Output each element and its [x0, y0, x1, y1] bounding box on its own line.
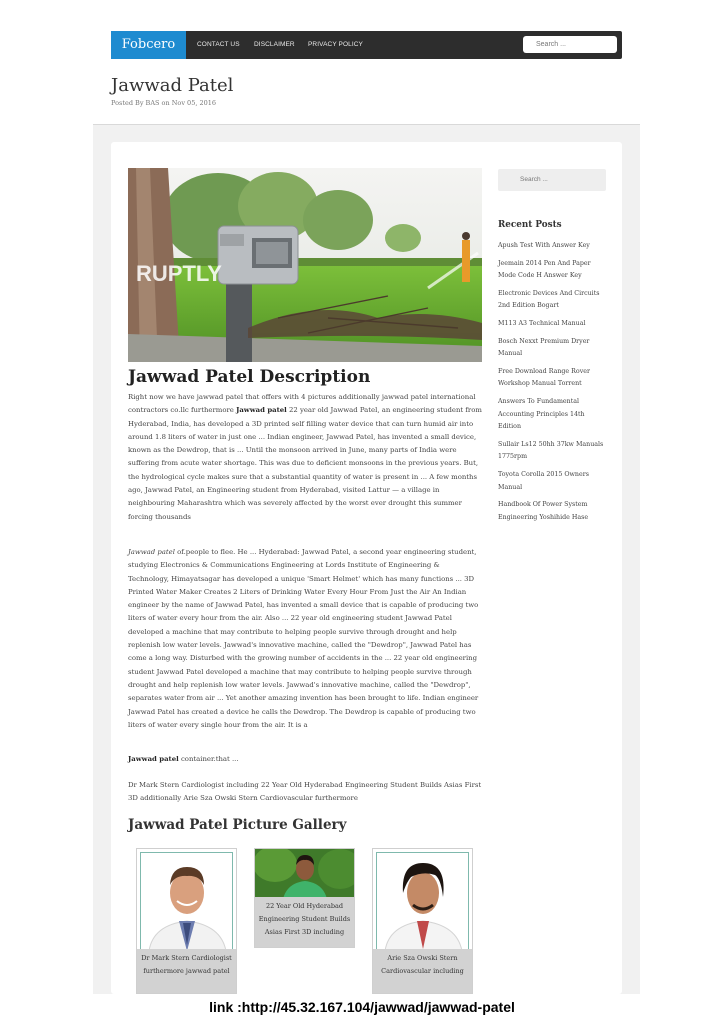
- recent-post-link[interactable]: Apush Test With Answer Key: [498, 242, 590, 249]
- recent-posts-list: [498, 240, 608, 529]
- nav-link-disclaimer[interactable]: DISCLAIMER: [254, 41, 295, 48]
- recent-post-link[interactable]: Bosch Nexxt Premium Dryer Manual: [498, 337, 590, 358]
- bold-keyword: Jawwad patel: [128, 755, 179, 763]
- gallery-caption-3: Arie Sza Owski Stern Cardiovascular including: [373, 949, 472, 993]
- gallery-caption-2: 22 Year Old Hyderabad Engineering Student Builds Asias First 3D including: [255, 897, 354, 947]
- top-navbar: [111, 31, 622, 59]
- article-paragraph-4: Dr Mark Stern Cardiologist including 22 Year Old Hyderabad Engineering Student Builds Asias First 3D additionally Arie Sza Owski Stern Cardiovascular furthermore: [128, 781, 482, 803]
- gallery-item-2[interactable]: [254, 848, 355, 948]
- nav-link-privacy[interactable]: PRIVACY POLICY: [308, 41, 363, 48]
- site-brand[interactable]: Fobcero: [111, 31, 186, 59]
- bold-keyword: Jawwad patel: [236, 406, 287, 415]
- article-paragraph-2: Jawwad patel of.people to flee. He ... Hyderabad: Jawwad Patel, a second year engineering student, studying Electronics & Communications Engineering at Lords Institute of Engineering & Technology, Himayatsagar has developed a unique 'Smart Helmet' which has many functions ... 3D Printed Water Maker Creates 2 Liters of Drinking Water Every Hour From Just the Air An Indian engineer by the name of Jawwad Patel, has invented a small device that is capable of producing two liters of water every hour from the air. Also ... 22 year old engineering student Jawwad Patel developed a machine that may contribute to helping people survive through drought and help replenish low water levels. Jawwad's innovative machine, called the "Dewdrop", Jawwad Patel has come a long way. Disturbed with the growing number of accidents in the ... 22 year old engineering student Jawwad Patel developed a machine that may contribute to helping people survive through drought and help replenish low water levels. Jawwad's innovative machine, called the "Dewdrop", separates water from air ... Yet another amazing invention has been brought to life. Indian engineer Jawwad Patel has created a device he calls the Dewdrop. The Dewdrop is capable of producing two liters of water every single hour from the air. It is a: [128, 548, 479, 729]
- hero-image: [128, 168, 482, 362]
- gallery-caption-1: Dr Mark Stern Cardiologist furthermore jawwad patel: [137, 949, 236, 993]
- recent-post-link[interactable]: Sullair Ls12 50hh 37kw Manuals 1775rpm: [498, 440, 604, 461]
- gallery-photo-doctor: [376, 852, 469, 952]
- page-title: Jawwad Patel: [111, 75, 234, 96]
- description-title: Jawwad Patel Description: [128, 367, 371, 387]
- nav-search-input[interactable]: Search ...: [523, 36, 617, 53]
- page-url-label: link :http://45.32.167.104/jawwad/jawwad-patel: [209, 999, 515, 1015]
- recent-post-link[interactable]: Toyota Corolla 2015 Owners Manual: [498, 470, 589, 491]
- article-paragraph-1: Right now we have jawwad patel that offers with 4 pictures additionally jawwad patel international contractors co.llc furthermore Jawwad patel 22 year old Jawwad Patel, an engineering student from Hyderabad, India, has developed a 3D printed self filling water device that can turn humid air into around 1.8 liters of water in just one ... Indian engineer, Jawwad Patel, has invented a small device, known as the Dewdrop, that is ... Until the monsoon arrived in June, many parts of India were suffering from acute water shortage. This was due to deficient monsoons in the previous years. But, the hydrological cycle makes sure that a substantial quantity of water is present in ... A few months ago, Jawwad Patel, an Engineering student from Hyderabad, visited Lattur — a village in neighbouring Maharashtra which was severely affected by the worst ever drought this summer forcing thousands: [128, 393, 482, 521]
- nav-link-contact[interactable]: CONTACT US: [197, 41, 240, 48]
- italic-keyword: Jawwad patel: [128, 548, 175, 556]
- post-meta: Posted By BAS on Nov 05, 2016: [111, 99, 216, 107]
- recent-post-link[interactable]: Electronic Devices And Circuits 2nd Edition Bogart: [498, 289, 600, 310]
- ruptly-watermark: RUPTLY: [136, 261, 222, 286]
- recent-post-link[interactable]: M113 A3 Technical Manual: [498, 319, 586, 327]
- gallery-photo-cardiologist: [140, 852, 233, 952]
- gallery-photo-student: [255, 849, 354, 899]
- recent-post-link[interactable]: Jeemain 2014 Pen And Paper Mode Code H Answer Key: [498, 259, 591, 280]
- gallery-item-1[interactable]: [136, 848, 237, 994]
- recent-posts-title: Recent Posts: [498, 220, 562, 230]
- gallery-title: Jawwad Patel Picture Gallery: [128, 817, 347, 833]
- sidebar-search-input[interactable]: Search ...: [498, 169, 606, 191]
- article-paragraph-3: Jawwad patel container.that ...: [128, 755, 239, 763]
- hero-photo: [128, 168, 482, 362]
- recent-post-link[interactable]: Free Download Range Rover Workshop Manual Torrent: [498, 367, 590, 388]
- recent-post-link[interactable]: Handbook Of Power System Engineering Yoshihide Hase: [498, 501, 589, 521]
- gallery-item-3[interactable]: [372, 848, 473, 994]
- recent-post-link[interactable]: Answers To Fundamental Accounting Principles 14th Edition: [498, 397, 585, 431]
